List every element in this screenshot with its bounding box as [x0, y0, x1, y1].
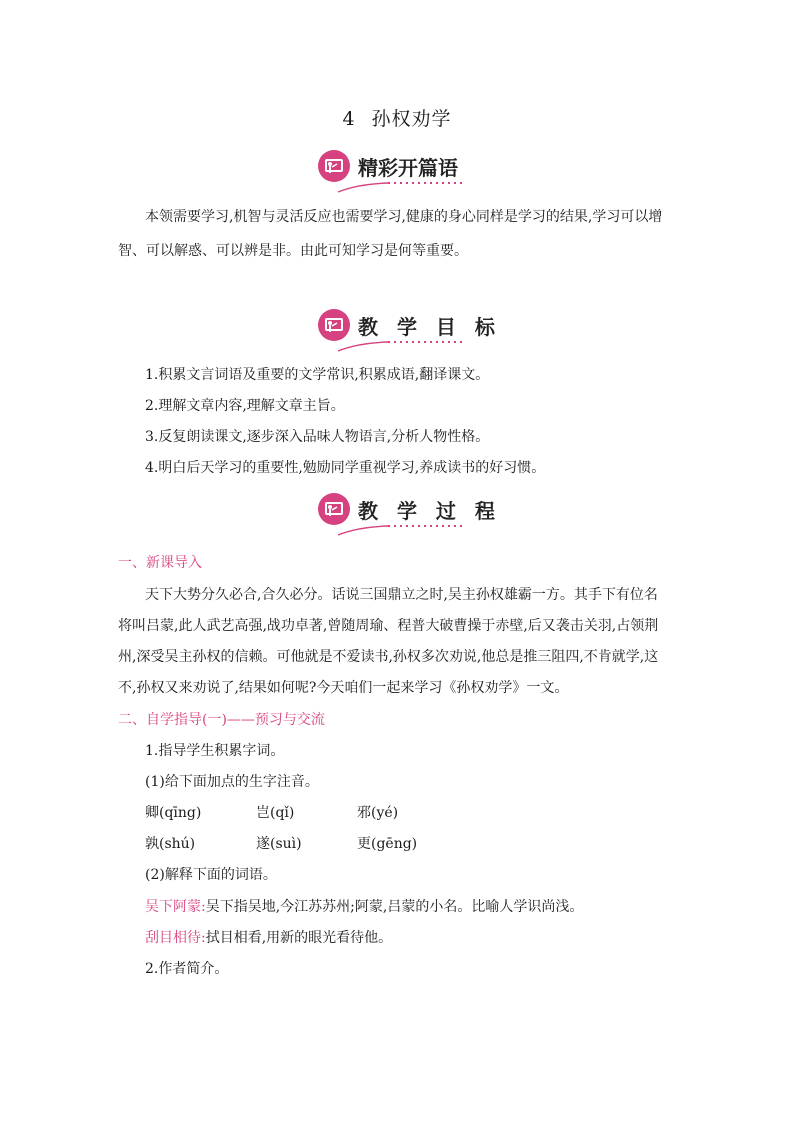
pinyin-entry: 邪(yé) [357, 805, 399, 821]
section-underline [338, 180, 463, 194]
lesson-title-text: 孙权劝学 [371, 108, 452, 130]
term-word: 吴下阿蒙: [145, 899, 206, 915]
teacher-board-icon [318, 309, 350, 341]
part1-line-3: 州,深受吴主孙权的信赖。可他就是不爱读书,孙权多次劝说,他总是推三阻四,不肯就学,这 [118, 649, 659, 665]
section-title-opening: 精彩开篇语 [358, 156, 458, 180]
part1-line-2: 将叫吕蒙,此人武艺高强,战功卓著,曾随周瑜、程普大破曹操于赤壁,后又袭击关羽,占领荆 [118, 618, 659, 634]
term-wuxia-amen [145, 896, 583, 916]
part2-sub-2: (2)解释下面的词语。 [145, 867, 277, 883]
part1-heading: 一、新课导入 [118, 555, 202, 571]
pinyin-entry: 岂(qǐ) [256, 805, 295, 821]
part1-line-4: 不,孙权又来劝说了,结果如何呢?今天咱们一起来学习《孙权劝学》一文。 [118, 680, 569, 696]
teacher-board-icon [318, 150, 350, 182]
pinyin-entry: 更(gēng) [357, 836, 418, 852]
lesson-title [0, 104, 794, 131]
teacher-board-icon [318, 493, 350, 525]
section-underline [338, 523, 463, 537]
part2-item-1: 1.指导学生积累字词。 [145, 743, 285, 759]
section-title-goals: 教 学 目 标 [358, 315, 501, 339]
goal-item-1: 1.积累文言词语及重要的文学常识,积累成语,翻译课文。 [145, 367, 490, 383]
term-guamu-xiangdai [145, 927, 392, 947]
pinyin-entry: 孰(shú) [145, 836, 196, 852]
opening-line-2: 智、可以解惑、可以辨是非。由此可知学习是何等重要。 [118, 243, 468, 259]
term-word: 刮目相待: [145, 930, 206, 946]
section-underline [338, 339, 463, 353]
part2-sub-1: (1)给下面加点的生字注音。 [145, 774, 319, 790]
term-definition: 吴下指吴地,今江苏苏州;阿蒙,吕蒙的小名。比喻人学识尚浅。 [205, 899, 584, 915]
term-definition: 拭目相看,用新的眼光看待他。 [205, 930, 393, 946]
part1-line-1: 天下大势分久必合,合久必分。话说三国鼎立之时,吴主孙权雄霸一方。其手下有位名 [145, 587, 658, 603]
goal-item-3: 3.反复朗读课文,逐步深入品味人物语言,分析人物性格。 [145, 429, 490, 445]
pinyin-row-2 [145, 833, 445, 853]
section-title-process: 教 学 过 程 [358, 499, 501, 523]
lesson-number: 4 [342, 108, 356, 130]
opening-line-1: 本领需要学习,机智与灵活反应也需要学习,健康的身心同样是学习的结果,学习可以增 [145, 209, 663, 225]
part2-item-2: 2.作者简介。 [145, 961, 229, 977]
goal-item-4: 4.明白后天学习的重要性,勉励同学重视学习,养成读书的好习惯。 [145, 460, 546, 476]
part2-heading: 二、自学指导(一)——预习与交流 [118, 712, 325, 728]
pinyin-entry: 卿(qīng) [145, 805, 202, 821]
goal-item-2: 2.理解文章内容,理解文章主旨。 [145, 398, 345, 414]
pinyin-row-1 [145, 802, 445, 822]
pinyin-entry: 遂(suì) [256, 836, 302, 852]
